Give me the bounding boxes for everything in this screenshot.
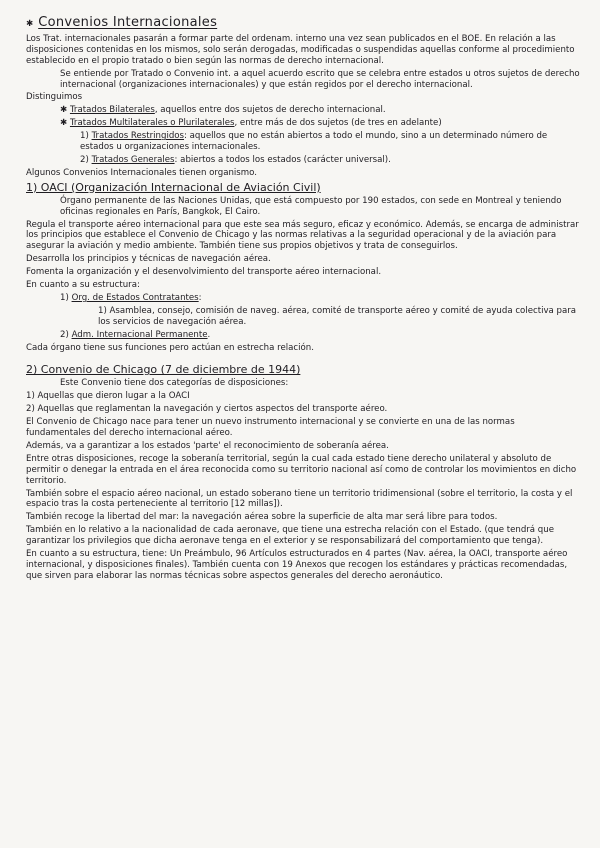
- chicago-heading: 2) Convenio de Chicago (7 de diciembre de 1944): [26, 363, 301, 377]
- general-text: : abiertos a todos los estados (carácter universal).: [174, 154, 391, 165]
- chicago-category-1: 1) Aquellas que dieron lugar a la OACI: [26, 391, 190, 402]
- distinguimos-label: Distinguimos: [26, 92, 83, 103]
- org-num-2: 2): [60, 329, 69, 340]
- chicago-paragraph-8: En cuanto a su estructura, tiene: Un Preámbulo, 96 Artículos estructurados en 4 partes (Nav. aérea, la OACI, transporte aéreo internacional, y disposiciones finales). También cuenta con 19 Anexos que recogen los estándares y prácticas recomendadas, que sirven para elaborar las normas técnicas sobre aspectos generales del derecho aeronáutico.: [26, 549, 568, 581]
- bullet-icon: ✱: [60, 118, 70, 129]
- restricted-label: Tratados Restringidos: [91, 131, 185, 142]
- page-title: Convenios Internacionales: [38, 15, 218, 30]
- chicago-paragraph-3: Además, va a garantizar a los estados 'parte' el reconocimiento de soberanía aérea.: [26, 440, 389, 451]
- org-label-1: Org. de Estados Contratantes: [71, 292, 199, 303]
- paragraph-definition: Se entiende por Tratado o Convenio int. a aquel acuerdo escrito que se celebra entre estados u otros sujetos de derecho internacional (organizaciones internacionales) y que están regidos por el derecho internacional.: [60, 68, 580, 90]
- org-detail: 1) Asamblea, consejo, comisión de naveg. aérea, comité de transporte aéreo y comité de ayuda colectiva para los servicios de navegación aérea.: [98, 305, 577, 327]
- general-label: Tratados Generales: [91, 154, 175, 165]
- multilateral-label: Tratados Multilaterales o Plurilaterales: [69, 118, 235, 129]
- paragraph-publication: Los Trat. internacionales pasarán a formar parte del ordenam. interno una vez sean publicados en el BOE. En relación a las disposiciones contenidas en los mismos, solo serán derogadas, modificadas o suspendidas aquellas conforme al procedimiento establecido en el propio tratado o bien según las normas de derecho internacional.: [26, 33, 575, 66]
- chicago-paragraph-2: El Convenio de Chicago nace para tener un nuevo instrumento internacional y se convierte en una de las normas fundamentales del derecho internacional aéreo.: [26, 417, 515, 438]
- org-num-1: 1): [60, 292, 69, 303]
- oaci-heading: 1) OACI (Organización Internacional de Aviación Civil): [26, 180, 321, 194]
- restricted-item: [26, 131, 580, 153]
- asterisk-icon: ✱: [26, 19, 34, 29]
- title-row: [26, 15, 580, 30]
- restricted-text: : aquellos que no están abiertos a todo el mundo, sino a un determinado número de estados u organizaciones internacionales.: [80, 131, 548, 153]
- restricted-num: 1): [80, 131, 89, 142]
- oaci-paragraph-1: Órgano permanente de las Naciones Unidas, que está compuesto por 190 estados, con sede en Montreal y teniendo oficinas regionales en París, Bangkok, El Cairo.: [60, 195, 562, 217]
- oaci-paragraph-3: Desarrolla los principios y técnicas de navegación aérea.: [26, 254, 271, 265]
- general-num: 2): [80, 154, 89, 165]
- org-colon: :: [198, 292, 202, 303]
- org-item-2: [26, 330, 580, 341]
- oaci-paragraph-2: Regula el transporte aéreo internacional para que este sea más seguro, eficaz y económico. Además, se encarga de administrar los principios que establece el Convenio de Chicago y las normas relativas a la seguridad operacional y de la aviación para asegurar la aviación y medio ambiente. También tiene sus propios objetivos y trata de conseguirlos.: [26, 219, 579, 252]
- chicago-category-2: 2) Aquellas que reglamentan la navegación y ciertos aspectos del transporte aéreo.: [26, 404, 388, 415]
- bullet-icon: ✱: [60, 105, 70, 116]
- chicago-paragraph-6: También recoge la libertad del mar: la navegación aérea sobre la superficie de alta mar será libre para todos.: [26, 512, 498, 523]
- multilateral-item: [26, 118, 580, 129]
- org-period: .: [207, 329, 211, 340]
- bilateral-item: [26, 105, 580, 116]
- chicago-paragraph-4: Entre otras disposiciones, recoge la soberanía territorial, según la cual cada estado tiene derecho unilateral y absoluto de permitir o denegar la entrada en el área reconocida como su territorio nacional así como de controlar los movimientos en dicho territorio.: [26, 453, 577, 486]
- organisms-note: Algunos Convenios Internacionales tienen organismo.: [26, 167, 257, 178]
- general-item: [26, 155, 580, 166]
- chicago-paragraph-5: También sobre el espacio aéreo nacional, un estado soberano tiene un territorio tridimensional (sobre el territorio, la costa y el espacio tras la costa perteneciente al territorio [12 millas]).: [26, 488, 573, 510]
- oaci-paragraph-4: Fomenta la organización y el desenvolvimiento del transporte aéreo internacional.: [26, 267, 382, 278]
- org-label-2: Adm. Internacional Permanente: [71, 329, 208, 340]
- org-item-1: [26, 293, 580, 304]
- chicago-paragraph-1: Este Convenio tiene dos categorías de disposiciones:: [60, 378, 289, 389]
- bilateral-text: , aquellos entre dos sujetos de derecho internacional.: [154, 105, 386, 116]
- chicago-paragraph-7: También en lo relativo a la nacionalidad de cada aeronave, que tiene una estrecha relación con el Estado. (que tendrá que garantizar los privilegios que dicha aeronave tenga en el exterior y se responsabilizará del comportamiento que tenga).: [26, 525, 554, 547]
- bilateral-label: Tratados Bilaterales: [69, 105, 155, 116]
- org-close: Cada órgano tiene sus funciones pero actúan en estrecha relación.: [26, 342, 314, 353]
- structure-label: En cuanto a su estructura:: [26, 280, 140, 291]
- multilateral-text: , entre más de dos sujetos (de tres en adelante): [234, 118, 442, 129]
